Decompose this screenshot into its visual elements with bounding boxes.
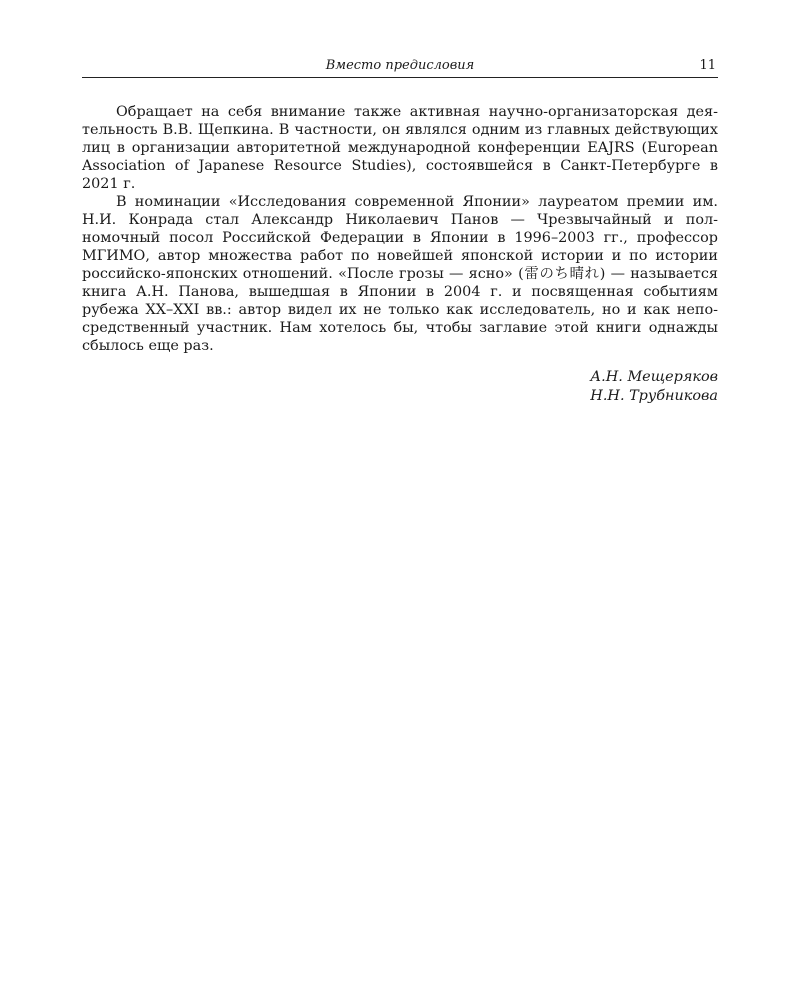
author-name: А.Н. Мещеряков — [590, 369, 718, 385]
author-signatures — [82, 368, 718, 406]
author-name: Н.Н. Трубникова — [590, 388, 718, 404]
paragraph: Обращает на себя внимание также активная научно-организаторская деятельность В.В. Щепкина. В частности, он являлся одним из главных действующих лиц в организации авторитетной международной конференции EAJRS (European Association of Japanese Resource Studies), состоявшейся в Санкт-Петербурге в 2021 г. — [82, 104, 718, 192]
paragraph: В номинации «Исследования современной Японии» лауреатом премии им. Н.И. Конрада стал Александр Николаевич Панов — Чрезвычайный и полномочный посол Российской Федерации в Японии в 1996–2003 гг., профессор МГИМО, автор множества работ по новейшей японской истории и по истории российско-японских отношений. «После грозы — ясно» (雷のち晴れ) — называется книга А.Н. Панова, вышедшая в Японии в 2004 г. и посвященная событиям рубежа XX–XXI вв.: автор видел их не только как исследователь, но и как непосредственный участник. Нам хотелось бы, чтобы заглавие этой книги однажды сбылось еще раз. — [82, 194, 718, 354]
page-number: 11 — [699, 58, 716, 73]
body-text — [82, 103, 718, 406]
running-title: Вместо предисловия — [325, 58, 475, 73]
running-header — [82, 56, 718, 78]
